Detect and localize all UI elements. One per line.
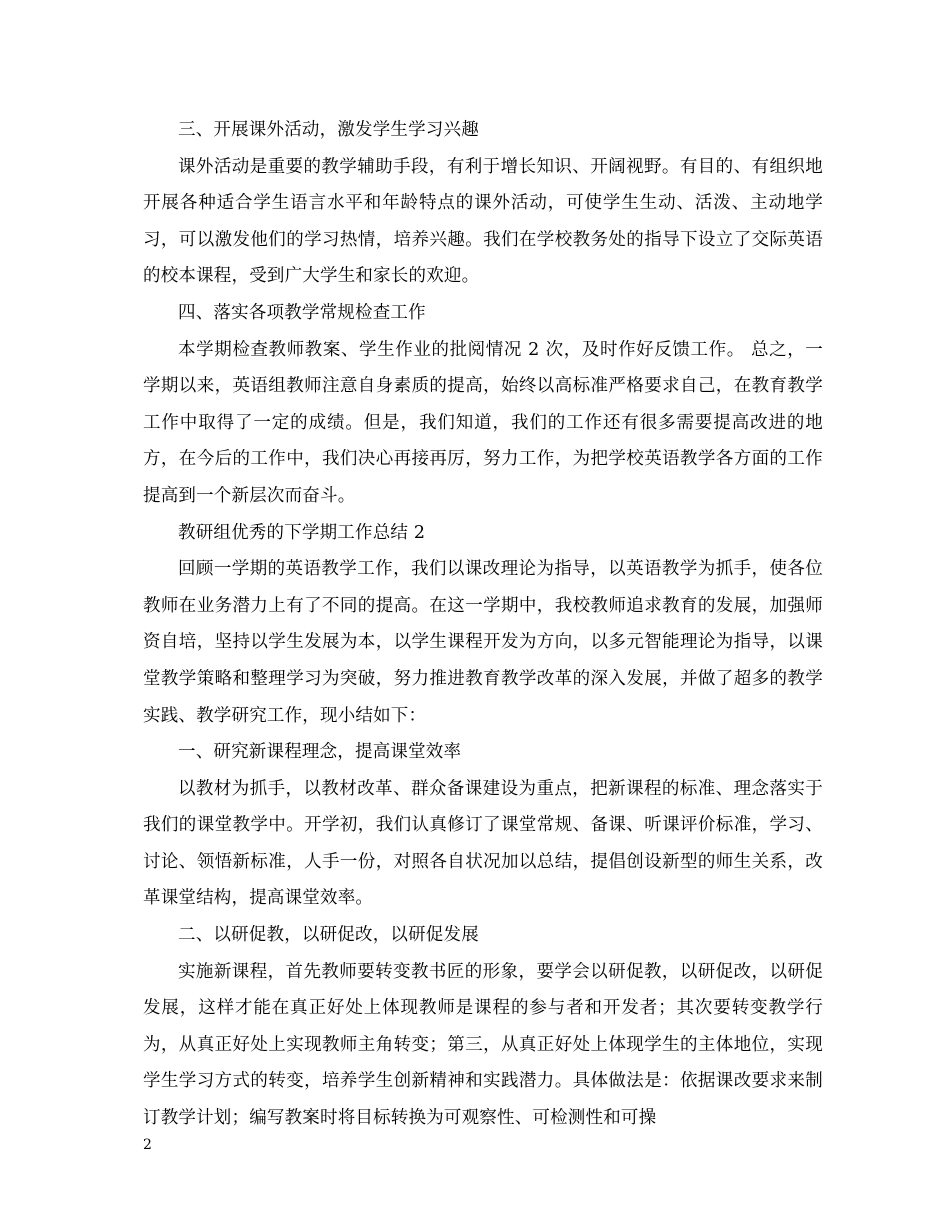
section-heading-activities: 三、开展课外活动，激发学生学习兴趣 [178, 120, 479, 140]
paragraph-new-curriculum: 以教材为抓手，以教材改革、群众备课建设为重点，把新课程的标准、理念落实于我们的课堂教学中。开学初，我们认真修订了课堂常规、备课、听课评价标准，学习、讨论、领悟新标准，人手一份，对照各自状况加以总结，提倡创设新型的师生关系，改革课堂结构，提高课堂效率。 [143, 778, 823, 909]
section-heading-inspection: 四、落实各项教学常规检查工作 [178, 302, 426, 323]
section-heading-new-curriculum: 一、研究新课程理念，提高课堂效率 [178, 742, 462, 763]
page-number: 2 [143, 1137, 152, 1153]
document-body [143, 112, 823, 1137]
article-title-2: 教研组优秀的下学期工作总结 2 [178, 522, 426, 543]
paragraph-research: 实施新课程，首先教师要转变教书匠的形象，要学会以研促教，以研促改，以研促发展，这样才能在真正好处上体现教师是课程的参与者和开发者；其次要转变教学行为，从真正好处上实现教师主角转变；第三，从真正好处上体现学生的主体地位，实现学生学习方式的转变，培养学生创新精神和实践潜力。具体做法是：依据课改要求来制订教学计划；编写教案时将目标转换为可观察性、可检测性和可操 [143, 961, 823, 1129]
section-heading-research: 二、以研促教，以研促改，以研促发展 [178, 925, 479, 946]
paragraph-inspection-summary: 本学期检查教师教案、学生作业的批阅情况 2 次，及时作好反馈工作。 总之，一学期以来，英语组教师注意自身素质的提高，始终以高标准严格要求自己，在教育教学工作中取得了一定的成绩。但是，我们知道，我们的工作还有很多需要提高改进的地方，在今后的工作中，我们决心再接再厉，努力工作，为把学校英语教学各方面的工作提高到一个新层次而奋斗。 [143, 339, 823, 506]
paragraph-activities: 课外活动是重要的教学辅助手段，有利于增长知识、开阔视野。有目的、有组织地开展各种适合学生语言水平和年龄特点的课外活动，可使学生生动、活泼、主动地学习，可以激发他们的学习热情，培养兴趣。我们在学校教务处的指导下设立了交际英语的校本课程，受到广大学生和家长的欢迎。 [143, 156, 823, 287]
paragraph-review: 回顾一学期的英语教学工作，我们以课改理论为指导，以英语教学为抓手，使各位教师在业务潜力上有了不同的提高。在这一学期中，我校教师追求教育的发展，加强师资自培，坚持以学生发展为本，以学生课程开发为方向，以多元智能理论为指导，以课堂教学策略和整理学习为突破，努力推进教育教学改革的深入发展，并做了超多的教学实践、教学研究工作，现小结如下： [143, 559, 823, 726]
